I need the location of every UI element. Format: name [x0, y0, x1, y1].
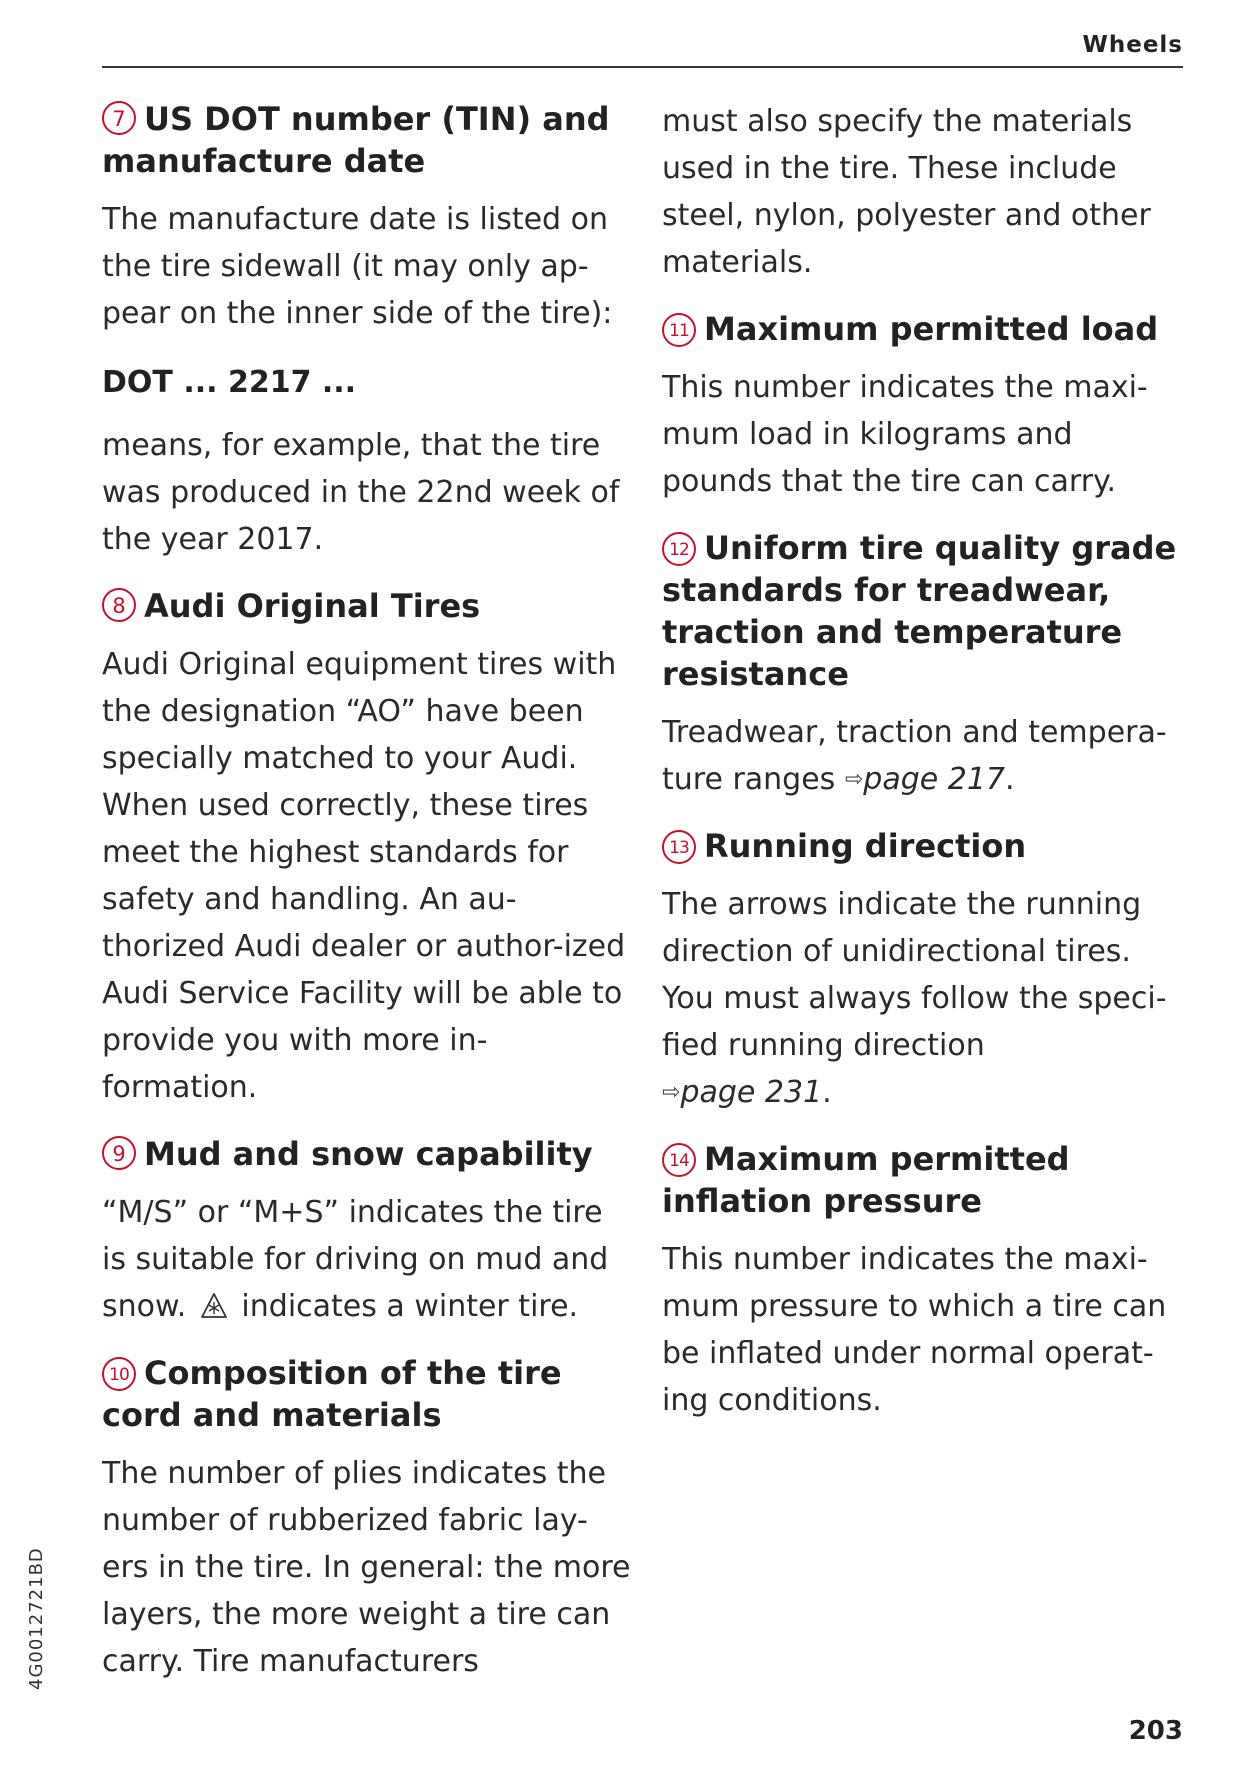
section-11-para-1: This number indicates the maxi-mum load in kilograms and pounds that the tire can carry. [662, 370, 1148, 499]
section-10-heading [102, 1352, 632, 1436]
section-14-number: 14 [662, 1143, 696, 1177]
section-14-heading [662, 1138, 1190, 1222]
section-10 [102, 1352, 632, 1685]
section-13-title: Running direction [704, 827, 1027, 865]
section-14 [662, 1138, 1190, 1424]
section-12-title: Uniform tire quality grade standards for treadwear, traction and temperature resistance [662, 529, 1177, 693]
page-ref-231[interactable]: page 231 [680, 1075, 823, 1110]
continued-paragraph: must also specify the materials used in the tire. These include steel, nylon, polyester and other materials. [662, 104, 1151, 280]
section-7-heading [102, 98, 632, 182]
section-11-title: Maximum permitted load [704, 310, 1159, 348]
section-7-para-2: means, for example, that the tire was produced in the 22nd week of the year 2017. [102, 428, 620, 557]
section-8-number: 8 [102, 588, 136, 622]
section-13-number: 13 [662, 830, 696, 864]
section-11-number: 11 [662, 313, 696, 347]
section-9-para-1 [102, 1189, 632, 1330]
section-12 [662, 527, 1190, 803]
section-12-heading [662, 527, 1190, 695]
section-10-title: Composition of the tire cord and materials [102, 1354, 562, 1434]
right-column [662, 98, 1190, 1446]
section-13-end: . [822, 1075, 832, 1110]
section-9-heading [102, 1133, 632, 1175]
section-11-heading [662, 308, 1190, 350]
section-9-text-before: “M/S” or “M+S” indicates the tire is suitable for driving on mud and snow. [102, 1195, 609, 1324]
section-13 [662, 825, 1190, 1116]
section-7-number: 7 [102, 101, 136, 135]
section-9-number: 9 [102, 1136, 136, 1170]
snowflake-mountain-icon [200, 1291, 228, 1319]
section-13-para-1 [662, 881, 1190, 1116]
arrow-right-icon: ⇨ [662, 1080, 681, 1105]
section-7-para-1: The manufacture date is listed on the tire sidewall (it may only ap-pear on the inner side of the tire): [102, 202, 613, 331]
section-7 [102, 98, 632, 563]
arrow-right-icon: ⇨ [844, 767, 864, 792]
section-9-title: Mud and snow capability [144, 1135, 593, 1173]
section-13-text: The arrows indicate the running direction of unidirectional tires. You must always follow the speci-fied running direction [662, 887, 1167, 1063]
section-9-text-after: indicates a winter tire. [241, 1289, 579, 1324]
document-code: 4G0012721BD [26, 1547, 47, 1690]
section-12-text: Treadwear, traction and tempera-ture ranges [662, 715, 1167, 797]
section-8-title: Audi Original Tires [144, 587, 481, 625]
section-13-heading [662, 825, 1190, 867]
header-rule [102, 66, 1183, 68]
section-7-title: US DOT number (TIN) and manufacture date [102, 100, 610, 180]
left-column [102, 98, 632, 1707]
section-10-para-1: The number of plies indicates the number of rubberized fabric lay-ers in the tire. In general: the more layers, the more weight a tire can carry. Tire manufacturers [102, 1456, 631, 1679]
header-title: Wheels [1082, 32, 1183, 58]
section-8 [102, 585, 632, 1111]
page-ref-217[interactable]: page 217 [863, 762, 1006, 797]
section-8-heading [102, 585, 632, 627]
section-12-end: . [1005, 762, 1015, 797]
section-9 [102, 1133, 632, 1330]
section-12-number: 12 [662, 532, 696, 566]
section-10-number: 10 [102, 1357, 136, 1391]
section-14-para-1: This number indicates the maxi-mum pressure to which a tire can be inflated under normal operat-ing conditions. [662, 1242, 1167, 1418]
section-11 [662, 308, 1190, 505]
dot-example: DOT ... 2217 ... [102, 365, 357, 400]
section-8-para-1: Audi Original equipment tires with the designation “AO” have been specially matched to your Audi. When used correctly, these tires meet the highest standards for safety and handling. An au-thorized Audi dealer or author-ized Audi Service Facility will be able to provide you with more in-formation. [102, 647, 626, 1105]
section-12-para-1 [662, 709, 1190, 803]
page-number: 203 [1128, 1716, 1183, 1746]
section-14-title: Maximum permitted inflation pressure [662, 1140, 1070, 1220]
